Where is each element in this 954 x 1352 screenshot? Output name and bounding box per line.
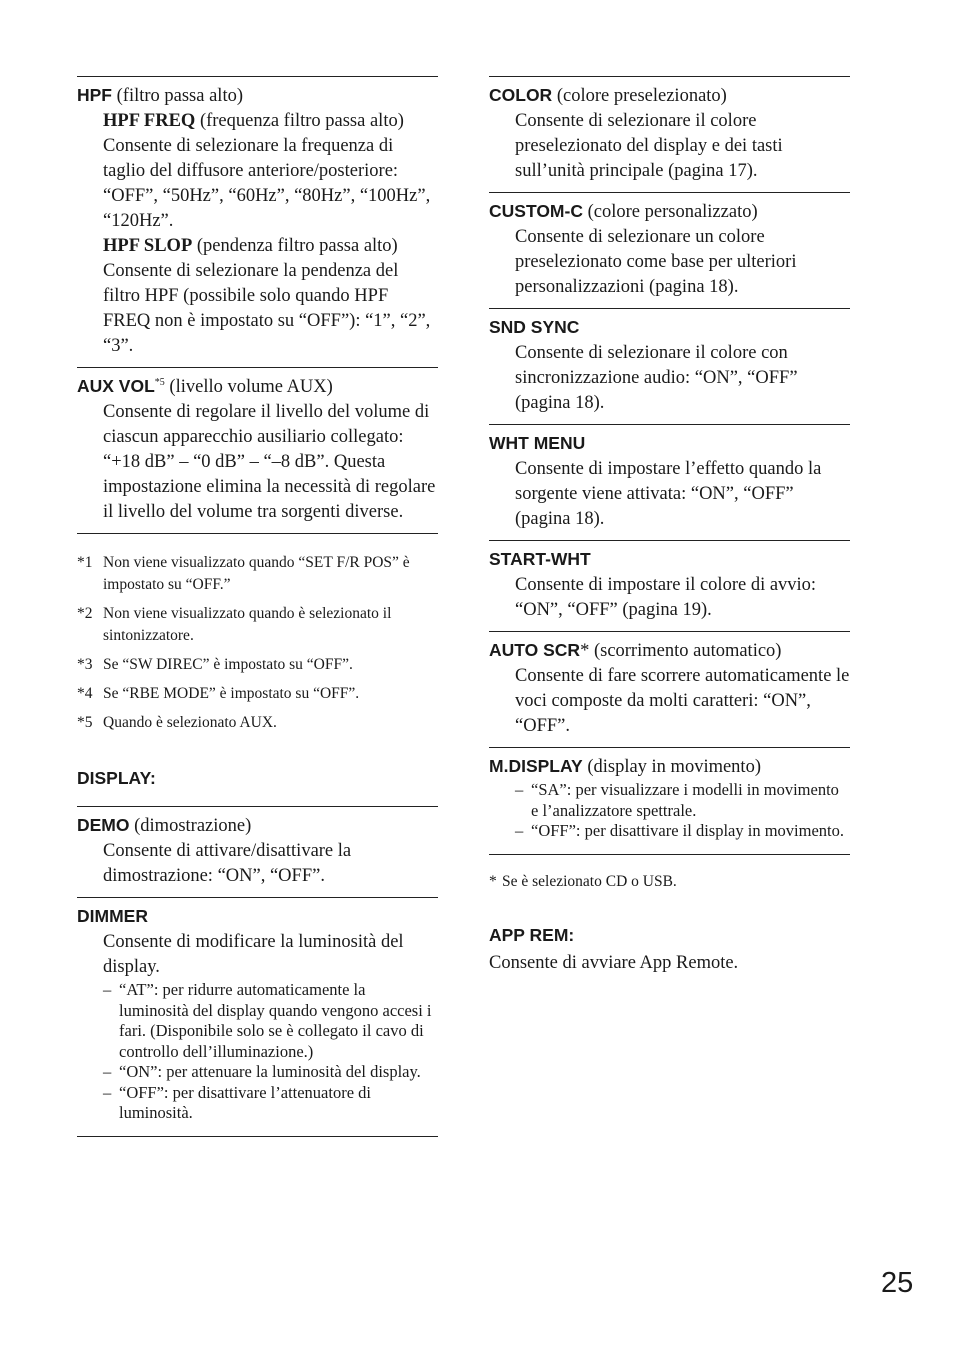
entry-text: Consente di impostare l’effetto quando la sorgente viene attivata: “ON”, “OFF” (pagina 18).: [515, 459, 822, 529]
entry-key: DEMO: [77, 815, 130, 835]
entry-text: Consente di regolare il livello del volume di ciascun apparecchio ausiliario collegato: “+18 dB” – “0 dB” – “–8 dB”. Questa impostazione elimina la necessità di regolare il livello del volume tra sorgenti diverse.: [103, 402, 436, 522]
entry-desc: (filtro passa alto): [112, 86, 243, 106]
entry-text: Consente di selezionare il colore preselezionato del display e dei tasti sull’unità principale (pagina 17).: [515, 111, 783, 181]
footnote: *5 Quando è selezionato AUX.: [77, 714, 277, 731]
entry-key: AUTO SCR: [489, 640, 581, 660]
page-number: 25: [881, 1267, 914, 1299]
subentry-text: Consente di selezionare la pendenza del filtro HPF (possibile solo quando HPF FREQ non è impostato su “OFF”): “1”, “2”, “3”.: [103, 261, 431, 356]
entry-color: [489, 76, 850, 192]
entry-dimmer: [77, 897, 438, 1137]
left-column: [77, 76, 438, 1137]
section-text-app-rem: Consente di avviare App Remote.: [489, 952, 739, 973]
entry-key: DIMMER: [77, 906, 148, 926]
entry-key: COLOR: [489, 85, 553, 105]
entry-snd-sync: [489, 308, 850, 424]
entry-text: Consente di modificare la luminosità del display.: [103, 932, 404, 977]
subentry-key: HPF SLOP: [103, 236, 193, 256]
entry-hpf: [77, 76, 438, 367]
section-title-display: DISPLAY:: [77, 768, 156, 788]
subentry-desc: (frequenza filtro passa alto): [195, 111, 404, 131]
footnote-ref: *: [580, 641, 590, 661]
entry-start-wht: [489, 540, 850, 631]
section-title-app-rem: APP REM:: [489, 924, 575, 945]
entry-key: WHT MENU: [489, 433, 586, 453]
subentry-desc: (pendenza filtro passa alto): [192, 236, 398, 256]
list-item: – “OFF”: per disattivare l’attenuatore di luminosità.: [103, 1083, 438, 1124]
list-item: – “ON”: per attenuare la luminosità del display.: [103, 1062, 438, 1083]
entry-desc: (colore personalizzato): [582, 202, 758, 222]
entry-desc: (display in movimento): [582, 757, 761, 777]
footnote: *3 Se “SW DIREC” è impostato su “OFF”.: [77, 656, 353, 673]
right-column: [489, 76, 850, 976]
entry-key: SND SYNC: [489, 317, 580, 337]
entry-text: Consente di attivare/disattivare la dimostrazione: “ON”, “OFF”.: [103, 841, 352, 886]
entry-demo: [77, 806, 438, 897]
footnote: *2 Non viene visualizzato quando è selezionato il sintonizzatore.: [77, 605, 392, 644]
footnote: * Se è selezionato CD o USB.: [489, 872, 677, 890]
entry-desc: (dimostrazione): [129, 816, 252, 836]
entry-aux-vol: [77, 367, 438, 534]
entry-key: HPF: [77, 85, 112, 105]
entry-custom-c: [489, 192, 850, 308]
entry-desc: (scorrimento automatico): [589, 641, 782, 661]
entry-key: START-WHT: [489, 549, 591, 569]
list-item: – “SA”: per visualizzare i modelli in movimento e l’analizzatore spettrale.: [515, 780, 850, 821]
option-list: [77, 980, 438, 1124]
entry-text: Consente di fare scorrere automaticamente le voci composte da molti caratteri: “ON”, “OFF”.: [515, 666, 850, 736]
subentry-key: HPF FREQ: [103, 111, 196, 131]
footnotes: [77, 552, 438, 734]
list-item: – “OFF”: per disattivare il display in movimento.: [515, 821, 850, 842]
entry-key: AUX VOL: [77, 376, 155, 396]
entry-auto-scr: [489, 631, 850, 747]
option-list: [489, 780, 850, 842]
entry-text: Consente di selezionare un colore preselezionato come base per ulteriori personalizzazioni (pagina 18).: [515, 227, 797, 297]
entry-desc: (livello volume AUX): [164, 377, 333, 397]
entry-key: M.DISPLAY: [489, 756, 583, 776]
entry-key: CUSTOM-C: [489, 201, 583, 221]
entry-text: Consente di impostare il colore di avvio: “ON”, “OFF” (pagina 19).: [515, 575, 817, 620]
entry-wht-menu: [489, 424, 850, 540]
subentry-text: Consente di selezionare la frequenza di taglio del diffusore anteriore/posteriore: “OFF”, “50Hz”, “60Hz”, “80Hz”, “100Hz”, “120Hz”.: [103, 136, 431, 231]
footnote: *4 Se “RBE MODE” è impostato su “OFF”.: [77, 685, 360, 702]
entry-desc: (colore preselezionato): [552, 86, 727, 106]
footnote-ref: *5: [154, 376, 165, 388]
entry-m-display: [489, 747, 850, 855]
list-item: – “AT”: per ridurre automaticamente la luminosità del display quando vengono accesi i fari. (Disponibile solo se è collegato il cavo di controllo dell’illuminazione.): [103, 980, 438, 1062]
entry-text: Consente di selezionare il colore con sincronizzazione audio: “ON”, “OFF” (pagina 18).: [515, 343, 798, 413]
footnote: *1 Non viene visualizzato quando “SET F/R POS” è impostato su “OFF.”: [77, 554, 410, 593]
